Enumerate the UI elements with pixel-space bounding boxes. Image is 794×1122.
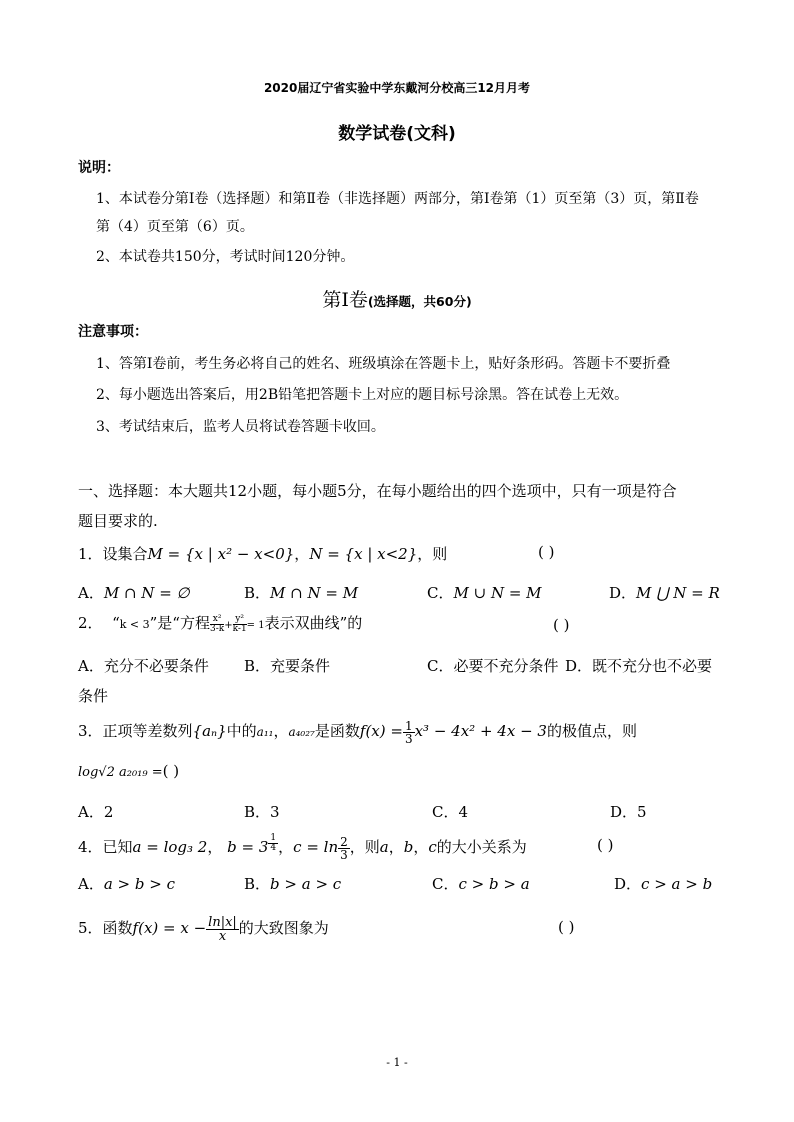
q2-eq: = 1 (246, 620, 265, 631)
q4-var-b: b (403, 838, 414, 856)
q3-stem-c: 是函数 (314, 722, 360, 740)
q2-part3: 表示双曲线”的 (264, 614, 363, 632)
q1-option-a[interactable] (78, 582, 190, 603)
q3-func: f(x) = (359, 722, 403, 740)
q3-frac-num: 1 (404, 718, 413, 733)
question-1-stem (78, 543, 447, 564)
q5-answer-bracket[interactable]: ( ) (558, 918, 575, 936)
q5-func: f(x) = x − (132, 919, 207, 937)
instruction-2: 2、本试卷共150分，考试时间120分钟。 (96, 249, 355, 265)
section-1-title-main: 第Ⅰ卷 (322, 289, 368, 311)
q1-set-n: N = {x | x<2} (309, 545, 418, 563)
paper-title: 数学试卷(文科) (338, 124, 456, 144)
q4-option-d[interactable] (614, 873, 712, 894)
q2-part1: “ (112, 614, 120, 632)
q3-log-expr: log√2 a₂₀₁₉ = (78, 765, 163, 780)
q2-option-b[interactable]: B．充要条件 (244, 657, 331, 675)
q2-plus: + (224, 620, 233, 631)
q2-option-d[interactable]: D．既不充分也不必要 (565, 657, 713, 675)
q1-option-c-label: C． (427, 584, 454, 602)
instruction-1-line2: 第（4）页至第（6）页。 (96, 219, 254, 235)
part-1-intro-line2: 题目要求的. (78, 512, 158, 530)
note-2: 2、每小题选出答案后，用2B铅笔把答题卡上对应的题目标号涂黑。答在试卷上无效。 (96, 387, 629, 403)
question-3-stem (78, 714, 637, 749)
q3-comma: ， (273, 722, 289, 740)
q3-option-a[interactable]: A．2 (78, 803, 114, 821)
q4-option-a-label: A． (78, 875, 104, 893)
note-1: 1、答第Ⅰ卷前，考生务必将自己的姓名、班级填涂在答题卡上，贴好条形码。答题卡不要折叠 (96, 356, 671, 372)
question-2-stem (78, 612, 362, 634)
q4-c-frac-num: 2 (340, 834, 348, 849)
q4-stem-a: 4．已知 (78, 838, 133, 856)
q1-option-b-expr: M ∩ N = M (270, 584, 359, 602)
q2-answer-bracket[interactable]: ( ) (553, 616, 570, 634)
q2-num: 2． (78, 614, 103, 632)
note-3: 3、考试结束后，监考人员将试卷答题卡收回。 (96, 419, 385, 435)
q5-frac-den: x (218, 928, 227, 944)
q2-part2: ”是“方程 (149, 614, 210, 632)
q5-frac (206, 916, 239, 943)
q3-answer-bracket[interactable]: ( ) (162, 762, 180, 780)
q1-option-d-expr: M ⋃ N = R (636, 584, 720, 602)
q2-option-d-cont: 条件 (78, 687, 109, 705)
q4-option-a-expr: a > b > c (103, 875, 175, 893)
q2-frac-x-num: x² (210, 615, 224, 625)
q3-option-b[interactable]: B．3 (244, 803, 280, 821)
q4-option-c[interactable] (432, 873, 530, 894)
q4-comma-1: ， (207, 838, 223, 856)
q1-sep: ， (294, 545, 310, 563)
q1-option-b[interactable] (244, 582, 358, 603)
q1-option-a-label: A． (78, 584, 104, 602)
q4-comma-2: ， (278, 838, 294, 856)
q4-stem-c: 的大小关系为 (436, 838, 527, 856)
q4-b-exp-den: 4 (270, 843, 277, 853)
q4-c-frac-den: 3 (340, 847, 348, 862)
q3-frac (403, 720, 415, 745)
part-1-intro-line1: 一、选择题：本大题共12小题，每小题5分，在每小题给出的四个选项中，只有一项是符合 (78, 482, 677, 500)
instructions-label: 说明： (78, 160, 120, 176)
q3-option-d[interactable]: D．5 (610, 803, 647, 821)
q2-condition: k < 3 (119, 618, 150, 631)
q2-frac-y (233, 615, 247, 634)
q5-stem-b: 的大致图象为 (238, 919, 329, 937)
q4-option-b[interactable] (244, 873, 341, 894)
q1-set-m: M = {x | x² − x<0} (147, 545, 295, 563)
q4-b-exponent (268, 834, 278, 853)
q3-frac-den: 3 (404, 731, 413, 746)
section-1-title (0, 285, 794, 312)
q2-frac-x (210, 615, 224, 634)
q2-frac-y-num: y² (233, 615, 247, 625)
q1-option-d-label: D． (609, 584, 637, 602)
q4-option-b-expr: b > a > c (270, 875, 342, 893)
q2-option-a[interactable]: A．充分不必要条件 (78, 657, 209, 675)
notes-label: 注意事项： (78, 324, 148, 340)
q4-answer-bracket[interactable]: ( ) (597, 836, 614, 854)
q1-option-c[interactable] (427, 582, 542, 603)
q1-stem-a: 1．设集合 (78, 545, 148, 563)
question-4-stem: 4．已知a = log₃ 2， b = 3 $\frac{1}{4}$ ，c = ln $\frac{2}{3}$ ，则a，b，c的大小关系为 (78, 833, 527, 862)
q4-option-d-expr: c > a > b (641, 875, 713, 893)
q4-option-c-expr: c > b > a (458, 875, 530, 893)
q5-stem-a: 5．函数 (78, 919, 133, 937)
q4-option-c-label: C． (432, 875, 459, 893)
q1-option-d[interactable] (609, 582, 720, 603)
q5-frac-num: ln|x| (208, 914, 237, 930)
q3-seq: {aₙ} (192, 722, 227, 740)
q1-option-b-label: B． (244, 584, 271, 602)
q3-option-c[interactable]: C．4 (432, 803, 469, 821)
exam-title: 2020届辽宁省实验中学东戴河分校高三12月月考 (263, 81, 531, 95)
q4-option-a[interactable] (78, 873, 175, 894)
q4-b-exp-num: 1 (270, 833, 277, 843)
q1-option-a-expr: M ∩ N = ∅ (103, 584, 190, 602)
q4-var-c: c (428, 838, 437, 856)
q4-a-def: a = log₃ 2 (132, 838, 208, 856)
q4-c-frac (338, 836, 350, 861)
q3-stem-b: 中的 (226, 722, 257, 740)
q1-stem-b: ，则 (417, 545, 448, 563)
q4-option-b-label: B． (244, 875, 271, 893)
q1-option-c-expr: M ∪ N = M (453, 584, 542, 602)
q4-stem-b: ，则 (349, 838, 380, 856)
q2-frac-y-den: k-1 (232, 623, 247, 634)
q3-func-rest: x³ − 4x² + 4x − 3 (414, 722, 547, 740)
q2-option-c[interactable]: C．必要不充分条件 (427, 657, 559, 675)
q4-c-def: c = ln (293, 838, 339, 856)
q4-option-d-label: D． (614, 875, 642, 893)
instruction-1-line1: 1、本试卷分第Ⅰ卷（选择题）和第Ⅱ卷（非选择题）两部分，第Ⅰ卷第（1）页至第（3）页，第Ⅱ卷 (96, 191, 699, 207)
q3-stem-d: 的极值点，则 (546, 722, 637, 740)
q3-a4027: a₄₀₂₇ (288, 725, 315, 739)
page-number: - 1 - (386, 1056, 408, 1069)
q2-frac-x-den: 3-k (209, 623, 225, 634)
q3-a11: a₁₁ (256, 725, 274, 739)
q3-log-line (78, 762, 179, 780)
q4-b-def: b = 3 (227, 838, 269, 856)
q1-answer-bracket[interactable]: ( ) (538, 543, 555, 561)
q4-var-a: a (379, 838, 389, 856)
q3-stem-a: 3．正项等差数列 (78, 722, 193, 740)
section-1-title-note: (选择题，共60分) (367, 294, 472, 309)
question-5-stem (78, 906, 329, 950)
